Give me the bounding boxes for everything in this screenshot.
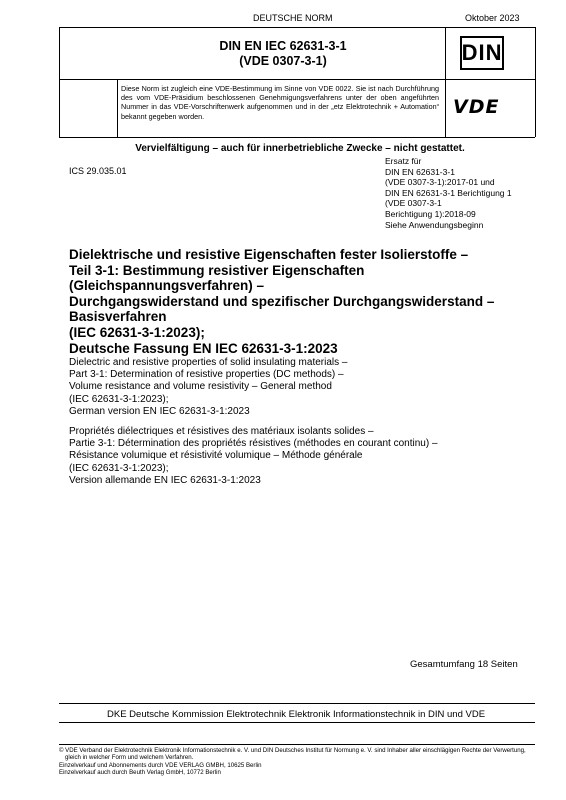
english-title-line: German version EN IEC 62631-3-1:2023 (69, 405, 250, 417)
replacement-line: (VDE 0307-3-1):2017-01 und (385, 177, 495, 188)
french-title-line: (IEC 62631-3-1:2023); (69, 462, 169, 474)
french-title (69, 426, 519, 487)
right-rule (535, 27, 536, 137)
footer-line: Einzelverkauf und Abonnements durch VDE VERLAG GMBH, 10625 Berlin (59, 761, 262, 769)
dke-line: DKE Deutsche Kommission Elektrotechnik Elektronik Informationstechnik in DIN und VDE (107, 709, 486, 720)
footer-line: Einzelverkauf auch durch Beuth Verlag GmbH, 10772 Berlin (59, 768, 221, 776)
footer-line: © VDE Verband der Elektrotechnik Elektronik Informationstechnik e. V. und DIN Deutsches Institut für Normung e. V. sind Inhaber aller einschlägigen Rechte der Verwertung, (59, 747, 526, 754)
german-title-line: Teil 3-1: Bestimmung resistiver Eigenschaften (69, 262, 365, 278)
replacement-line: Ersatz für (385, 156, 422, 166)
bottom-rule (59, 137, 535, 138)
german-title-line: (Gleichspannungsverfahren) – (69, 278, 265, 294)
document-type: DEUTSCHE NORM (253, 13, 333, 23)
copyright-footer (59, 747, 539, 776)
standard-number (61, 30, 505, 79)
replacement-line: DIN EN 62631-3-1 Berichtigung 1 (385, 187, 512, 198)
dke-rule-top (59, 703, 535, 704)
french-title-line: Version allemande EN IEC 62631-3-1:2023 (69, 474, 261, 486)
replacement-line: Siehe Anwendungsbeginn (385, 219, 484, 230)
footer-line: gleich in welcher Form und welchem Verfahren. (65, 754, 194, 762)
replacement-line: (VDE 0307-3-1 (385, 198, 442, 209)
ics-code: ICS 29.035.01 (69, 166, 127, 176)
french-title-line: Partie 3-1: Détermination des propriétés résistives (méthodes en courant continu) – (69, 438, 438, 450)
replacement-line: DIN EN 62631-3-1 (385, 166, 455, 177)
reproduction-notice: Vervielfältigung – auch für innerbetriebliche Zwecke – nicht gestattet. (135, 143, 465, 154)
english-title-line: Dielectric and resistive properties of solid insulating materials – (69, 357, 348, 368)
standard-title-line1: DIN EN IEC 62631-3-1 (219, 39, 347, 53)
standard-title-line2: (VDE 0307-3-1) (239, 54, 327, 68)
german-title (69, 247, 519, 356)
german-title-line: (IEC 62631-3-1:2023); (69, 324, 205, 340)
german-title-line: Basisverfahren (69, 309, 167, 325)
dke-rule-bottom (59, 722, 535, 723)
english-title (69, 357, 519, 418)
english-title-line: Part 3-1: Determination of resistive properties (DC methods) – (69, 369, 344, 381)
french-title-line: Propriétés diélectriques et résistives des matériaux isolants solides – (69, 426, 374, 437)
din-logo: DIN (460, 36, 504, 70)
publication-date: Oktober 2023 (465, 13, 520, 23)
middle-rule (59, 79, 535, 80)
french-title-line: Résistance volumique et résistivité volumique – Méthode générale (69, 450, 363, 462)
german-title-line: Deutsche Fassung EN IEC 62631-3-1:2023 (69, 340, 338, 356)
total-pages: Gesamtumfang 18 Seiten (410, 659, 518, 670)
footer-rule (59, 744, 535, 745)
top-rule (59, 27, 535, 28)
german-title-line: Durchgangswiderstand und spezifischer Durchgangswiderstand – (69, 293, 495, 309)
english-title-line: Volume resistance and volume resistivity – General method (69, 381, 332, 393)
left-rule (59, 27, 60, 137)
english-title-line: (IEC 62631-3-1:2023); (69, 393, 169, 405)
vde-logo: VDE (453, 96, 500, 118)
vde-note: Diese Norm ist zugleich eine VDE-Bestimmung im Sinne von VDE 0022. Sie ist nach Durchführung des vom VDE-Präsidium beschlossenen Genehmigungsverfahrens unter der oben angeführten Nummer in das VDE-Vorschriftenwerk aufgenommen und in der „etz Elektrotechnik + Automation“ bekannt gegeben worden. (121, 84, 439, 121)
note-left-rule (117, 79, 118, 137)
replacement-line: Berichtigung 1):2018-09 (385, 208, 476, 219)
german-title-line: Dielektrische und resistive Eigenschaften fester Isolierstoffe – (69, 247, 469, 262)
replacement-info (385, 156, 535, 230)
